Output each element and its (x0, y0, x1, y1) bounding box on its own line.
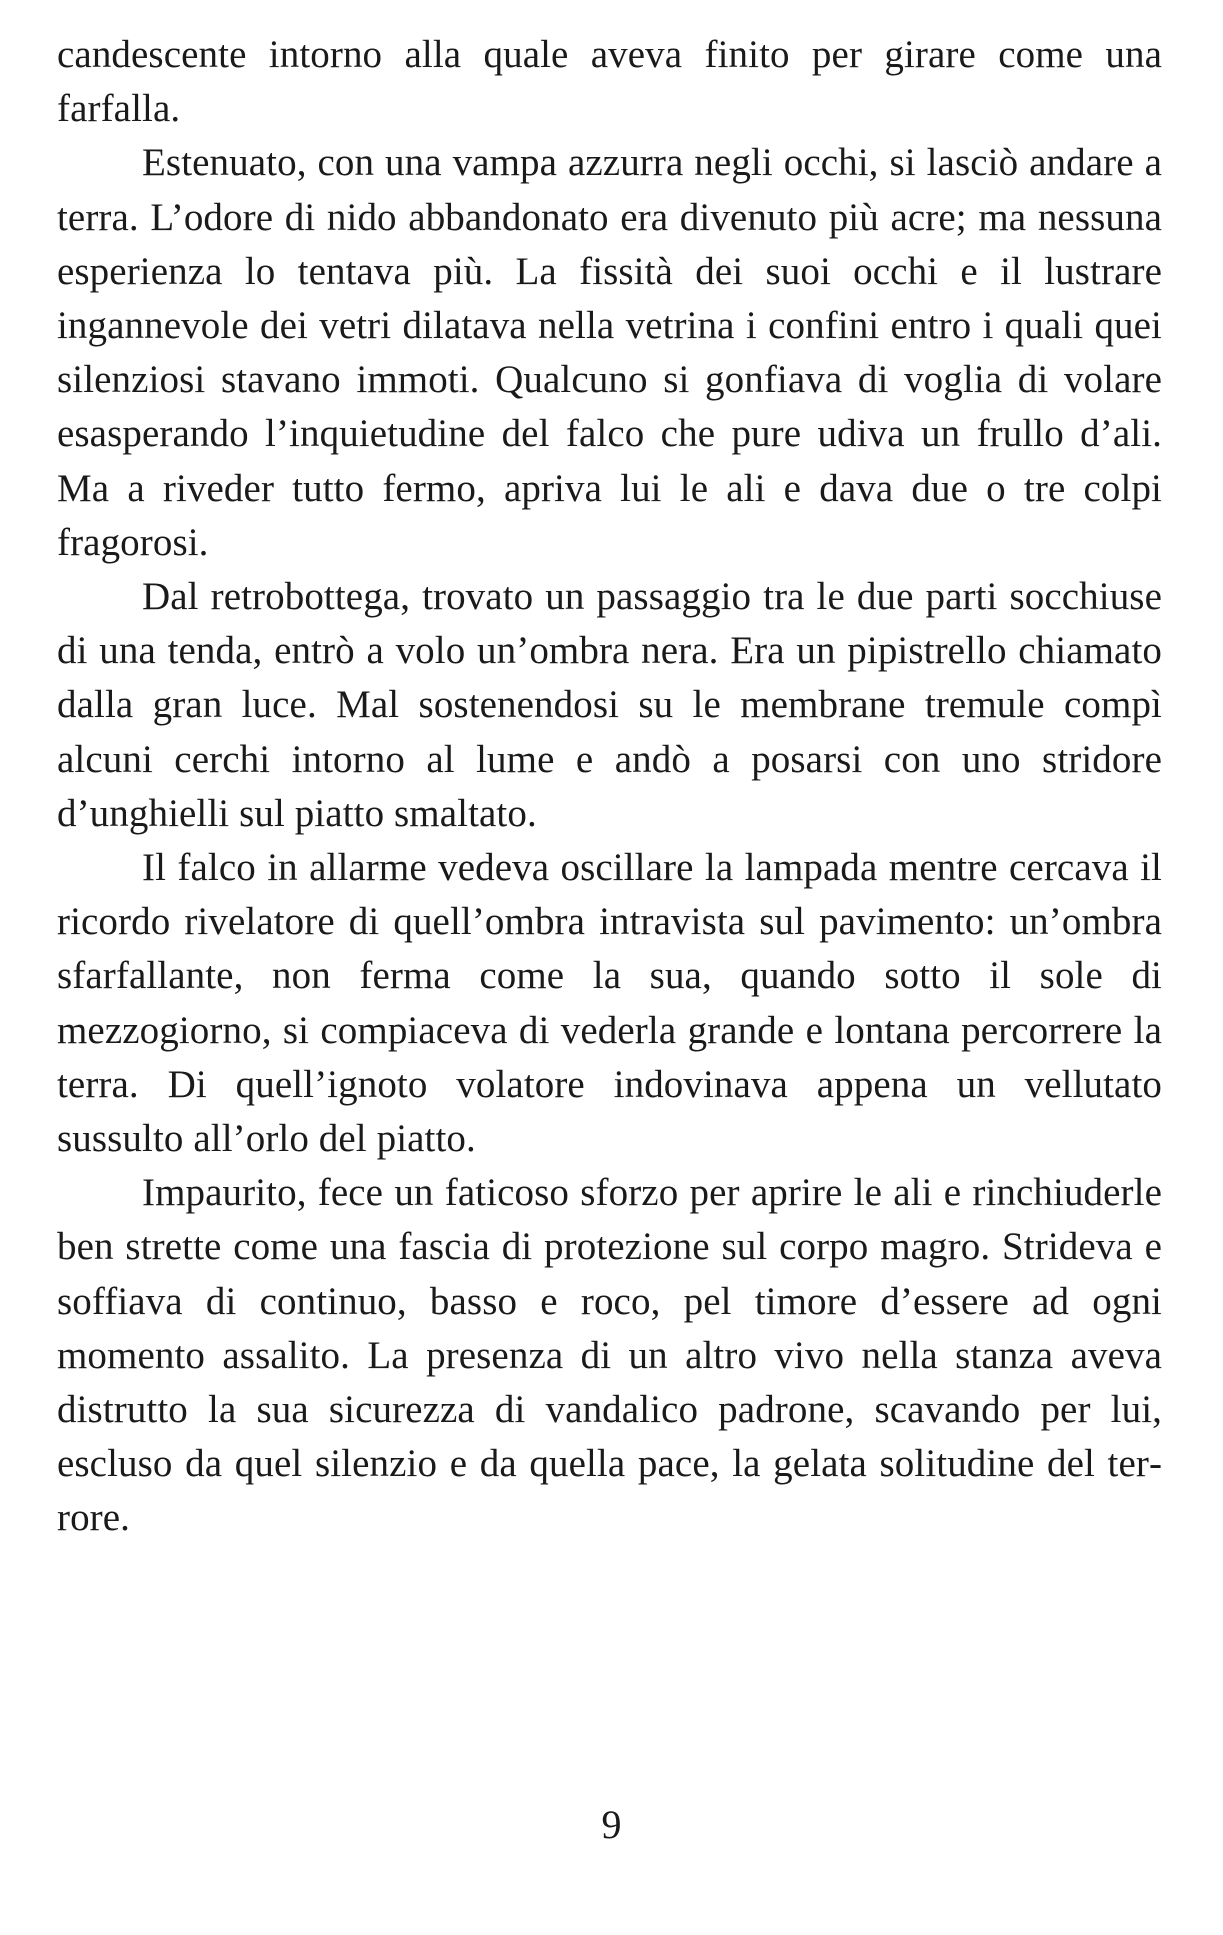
paragraph-3: Dal retrobottega, trovato un passaggio tra le due parti socchiuse di una tenda, entrò a volo un’ombra nera. Era un pipistrello chiamato dalla gran luce. Mal sostenendosi su le membrane tremule compì alcuni cerchi intorno al lume e andò a posarsi con uno stridore d’unghielli sul piatto smaltato. (57, 575, 1162, 835)
paragraph-1: candescente intorno alla quale aveva finito per girare come una farfalla. (57, 33, 1162, 131)
body-text (57, 28, 1162, 1546)
paragraph-5: Impaurito, fece un faticoso sforzo per aprire le ali e rinchiuderle ben strette come una fascia di protezione sul corpo magro. Strideva e soffiava di continuo, basso e roco, pel timore d’essere ad ogni momento assalito. La presenza di un altro vivo nella stanza aveva distrutto la sua sicurezza di vandalico padrone, scavando per lui, escluso da quel silenzio e da quella pace, la gelata solitudine del terrore. (57, 1171, 1162, 1540)
paragraph-4: Il falco in allarme vedeva oscillare la lampada mentre cercava il ricordo rivelatore di quell’ombra intravista sul pavimento: un’ombra sfarfallante, non ferma come la sua, quando sotto il sole di mezzogiorno, si compiaceva di vederla grande e lontana percorrere la terra. Di quell’ignoto volatore indovinava appena un vellutato sussulto all’orlo del piatto. (57, 846, 1162, 1161)
paragraph-2: Estenuato, con una vampa azzurra negli occhi, si lasciò andare a terra. L’odore di nido abbandonato era divenuto più acre; ma nessuna esperienza lo tentava più. La fissità dei suoi occhi e il lustrare ingannevole dei vetri dilatava nella vetrina i confini entro i quali quei silenziosi stavano immoti. Qualcuno si gonfiava di voglia di volare esasperando l’inquietudine del falco che pure udiva un frullo d’ali. Ma a riveder tutto fermo, apriva lui le ali e dava due o tre colpi fragorosi. (57, 141, 1162, 564)
page-number: 9 (601, 1802, 622, 1847)
